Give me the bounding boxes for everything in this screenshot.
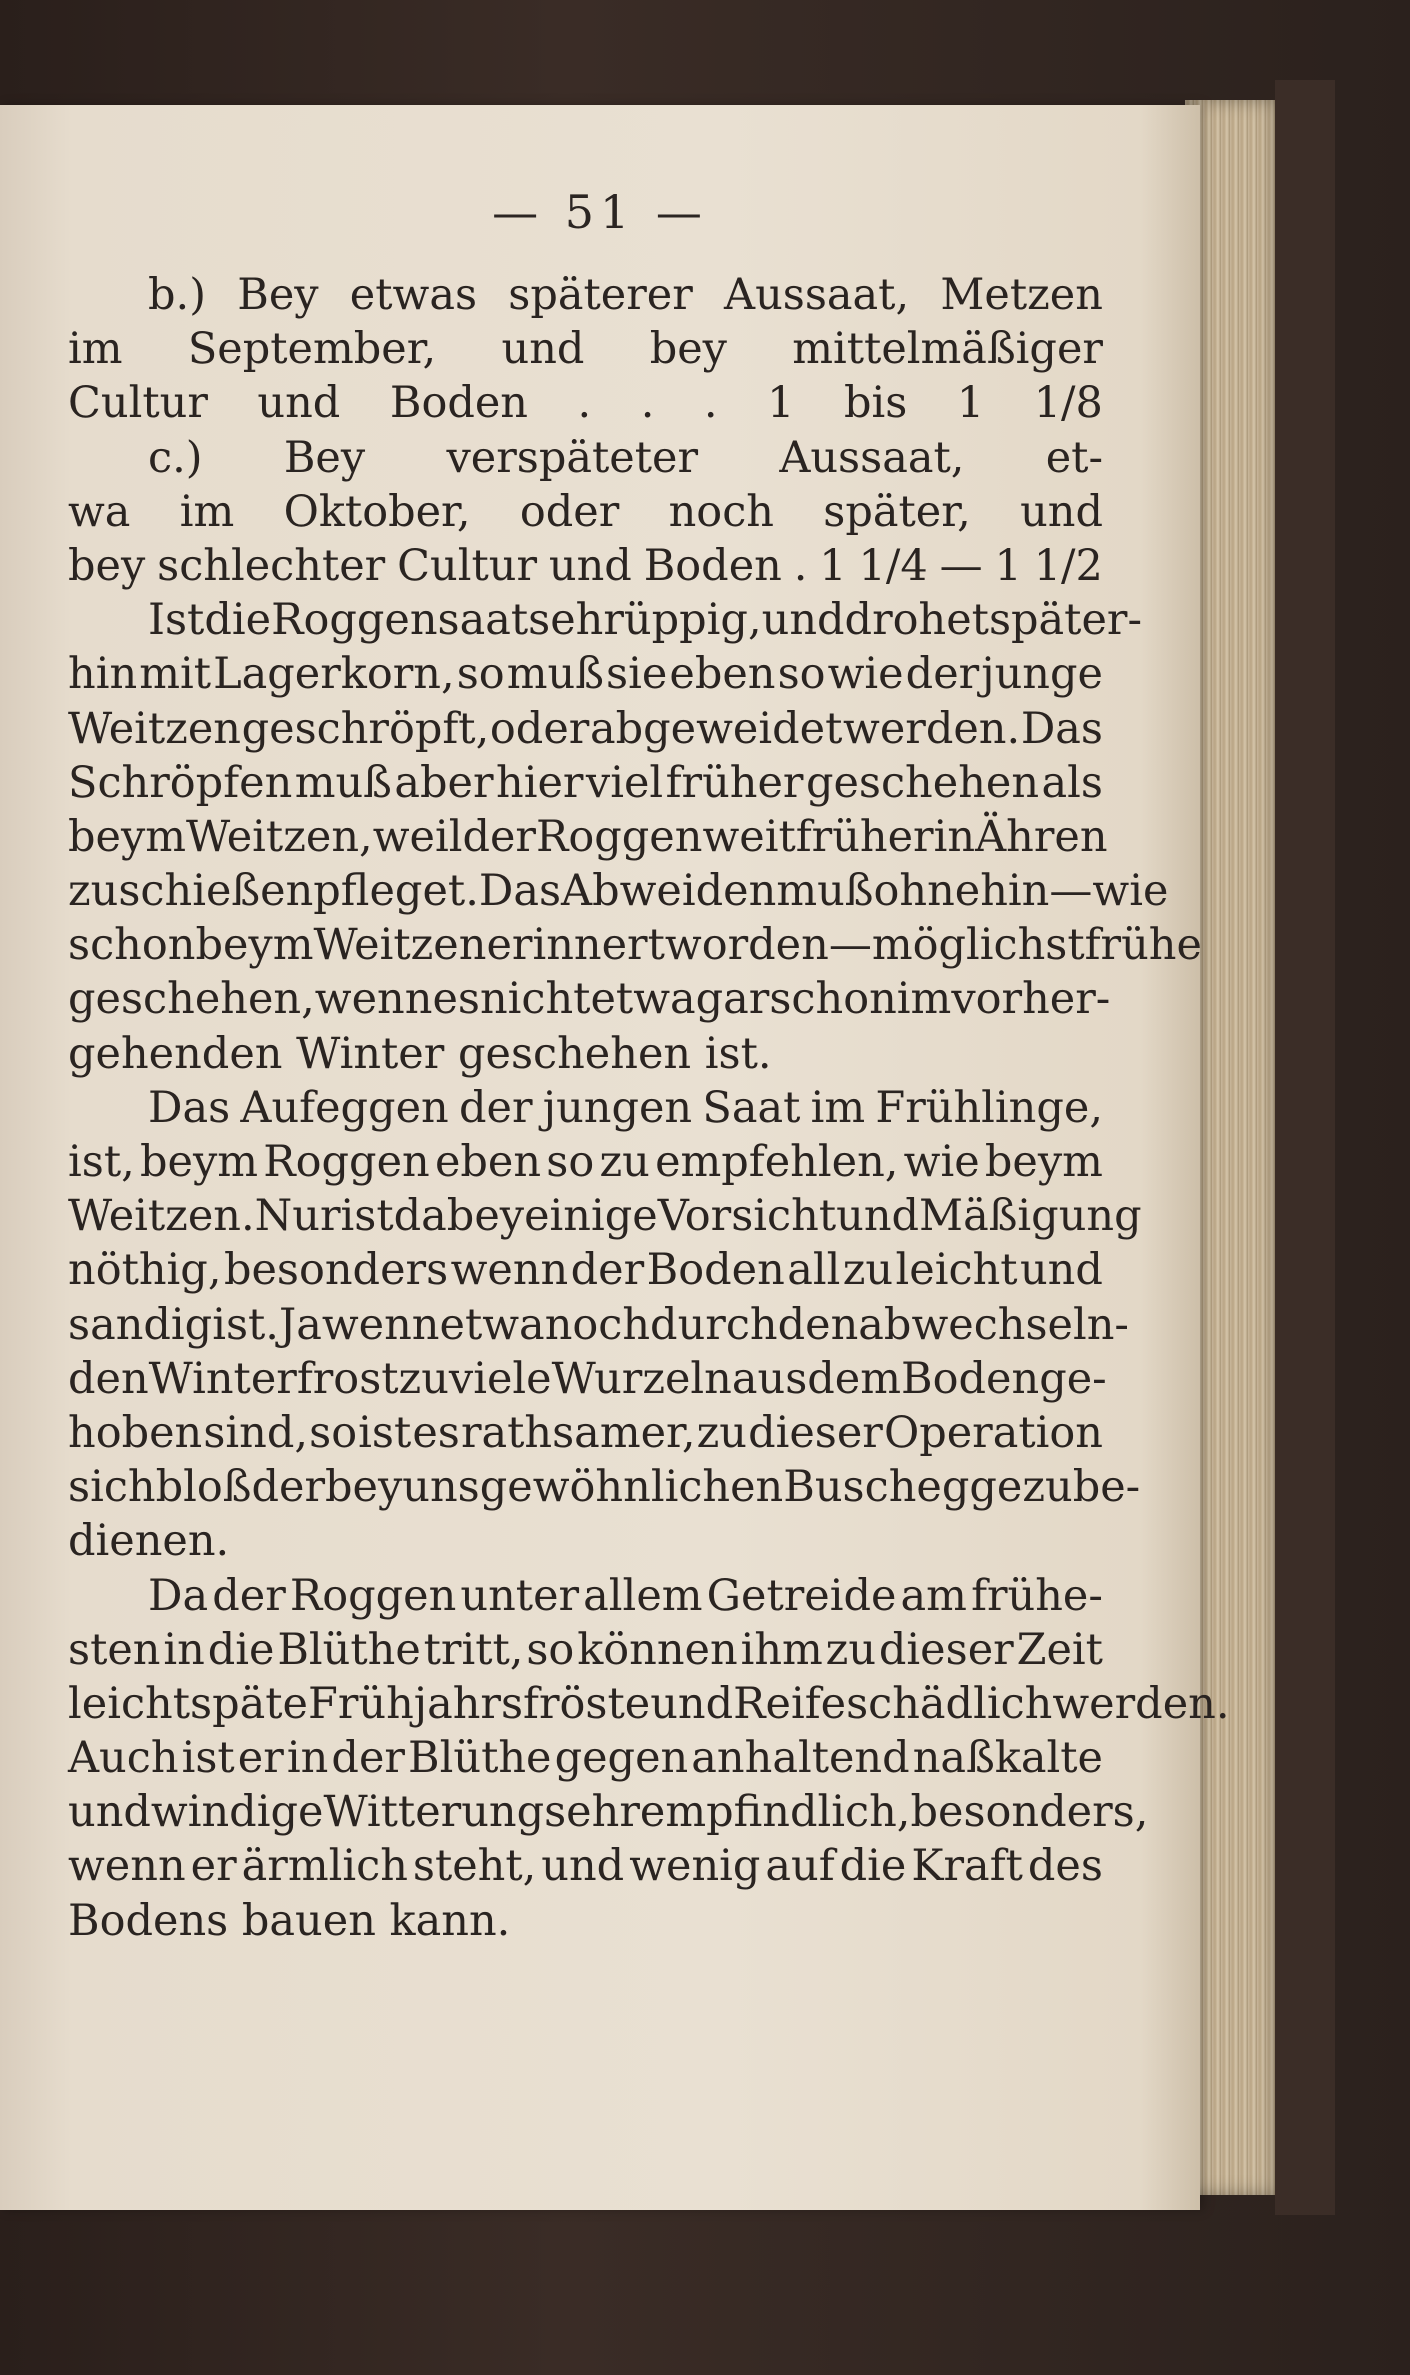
text-line: dienen. xyxy=(68,1516,230,1567)
text-line: beym Weitzen, weil der Roggen weit früher in Ähren xyxy=(68,811,1108,862)
text-line: zu schießen pfleget. Das Abweiden muß ohnehin — wie xyxy=(68,866,1169,917)
text-line: leicht späte Frühjahrsfröste und Reife schädlich werden. xyxy=(68,1678,1230,1729)
text-line: b.) Bey etwas späterer Aussaat, Metzen xyxy=(148,270,1103,320)
text-line: wa im Oktober, oder noch später, und xyxy=(68,486,1103,537)
text-line: Das Aufeggen der jungen Saat im Frühlinge, xyxy=(148,1082,1103,1133)
text-line: hin mit Lagerkorn, so muß sie eben so wie der junge xyxy=(68,649,1103,700)
text-line: wenn er ärmlich steht, und wenig auf die Kraft des xyxy=(68,1841,1103,1892)
text-line: hoben sind, so ist es rathsamer, zu dieser Operation xyxy=(68,1407,1103,1458)
text-line: Cultur und Boden . . . 1 bis 1 1/8 xyxy=(68,378,1103,429)
text-line: bey schlechter Cultur und Boden . 1 1/4 — 1 1/2 xyxy=(68,540,1103,591)
page-number: — 51 — xyxy=(492,185,708,239)
text-line: schon beym Weitzen erinnert worden — möglichst frühe xyxy=(68,920,1202,971)
text-line: Auch ist er in der Blüthe gegen anhaltend naßkalte xyxy=(68,1733,1103,1784)
text-line: Da der Roggen unter allem Getreide am frühe- xyxy=(148,1570,1103,1621)
book-cover-edge xyxy=(1275,80,1335,2215)
text-line: nöthig, besonders wenn der Boden all zu leicht und xyxy=(68,1245,1103,1296)
text-line: geschehen, wenn es nicht etwa gar schon im vorher- xyxy=(68,974,1111,1025)
text-line: c.) Bey verspäteter Aussaat, et- xyxy=(148,432,1103,483)
text-line: ist, beym Roggen eben so zu empfehlen, wie beym xyxy=(68,1137,1103,1187)
text-line: sich bloß der bey uns gewöhnlichen Buschegge zu be- xyxy=(68,1462,1141,1513)
text-line: Ist die Roggensaat sehr üppig, und drohet später- xyxy=(148,595,1142,646)
text-line: Weitzen. Nur ist dabey einige Vorsicht und Mäßigung xyxy=(68,1191,1142,1242)
text-line: sten in die Blüthe tritt, so können ihm zu dieser Zeit xyxy=(68,1624,1103,1675)
text-line: und windige Witterung sehr empfindlich, besonders, xyxy=(68,1787,1149,1838)
text-line: im September, und bey mittelmäßiger xyxy=(68,324,1103,375)
text-line: gehenden Winter geschehen ist. xyxy=(68,1028,772,1079)
text-line: Schröpfen muß aber hier viel früher geschehen als xyxy=(68,757,1103,808)
text-line: Weitzen geschröpft, oder abgeweidet werden. Das xyxy=(68,703,1103,754)
text-line: sandig ist. Ja wenn etwa noch durch den abwechseln- xyxy=(68,1299,1129,1350)
text-line: Bodens bauen kann. xyxy=(68,1895,511,1946)
text-line: den Winterfrost zu viele Wurzeln aus dem Boden ge- xyxy=(68,1353,1107,1404)
page-text-body xyxy=(68,268,1230,1948)
